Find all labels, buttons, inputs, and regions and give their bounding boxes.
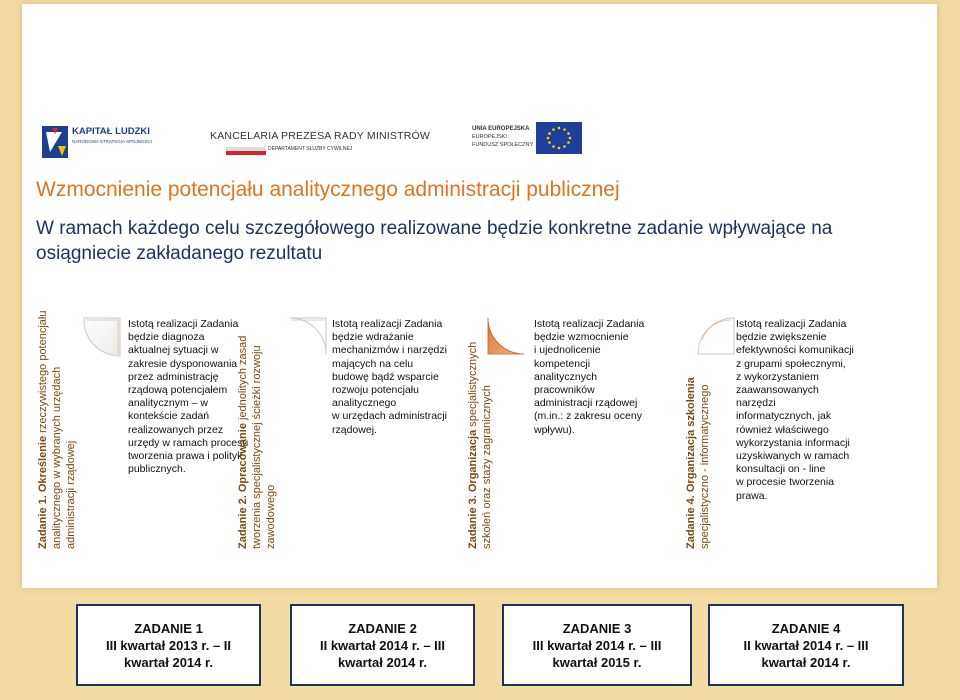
task-1-label-rest: rzeczywistego potencjału analitycznego w wybranych urzędach administracji rządowej (37, 310, 77, 549)
polish-flag-icon (226, 147, 266, 155)
schedule-box-3 (502, 604, 692, 686)
schedule-3-period-end: kwartał 2015 r. (552, 654, 642, 670)
schedule-4-period-start: II kwartał 2014 r. – III (743, 637, 869, 653)
task-4-label (684, 309, 712, 549)
task-3-label (466, 309, 494, 549)
page-title: Wzmocnienie potencjału analitycznego administracji publicznej (36, 178, 620, 201)
schedule-box-2 (290, 604, 475, 686)
schedule-1-period-end: kwartał 2014 r. (124, 654, 213, 670)
eu-line-2: EUROPEJSKI (472, 134, 507, 140)
kprm-title: KANCELARIA PREZESA RADY MINISTRÓW (210, 130, 430, 142)
task-2-description: Istotą realizacji Zadania będzie wdrażanie mechanizmów i narzędzi mających na celu budowę bądź wsparcie rozwoju potencjału analitycznego w urzędach administracji rządowej. (332, 318, 447, 436)
schedule-4-title: ZADANIE 4 (771, 620, 841, 636)
kapital-ludzki-subtitle: NARODOWA STRATEGIA SPÓJNOŚCI (72, 139, 153, 144)
eu-line-3: FUNDUSZ SPOŁECZNY (472, 142, 534, 148)
task-4-description: Istotą realizacji Zadania będzie zwiększenie efektywności komunikacji z grupami społecznymi, z wykorzystaniem zaawansowanych narzędzi informatycznych, jak również właściwego wykorzystania informacji uzyskiwanych w ramach konsultacji on - line w procesie tworzenia prawa. (736, 318, 854, 502)
kapital-ludzki-title: KAPITAŁ LUDZKI (72, 126, 150, 137)
task-2-label (236, 309, 278, 549)
schedule-2-period-start: II kwartał 2014 r. – III (319, 637, 446, 653)
kapital-ludzki-emblem-icon (38, 122, 70, 160)
page-subtitle: W ramach każdego celu szczegółowego realizowane będzie konkretne zadanie wpływające na osiągniecie zakładanego rezultatu (36, 218, 833, 264)
task-3-label-rest: specjalistycznych szkoleń oraz staży zagranicznych (467, 341, 493, 549)
eu-logo (470, 118, 583, 158)
kprm-logo (208, 126, 430, 166)
eu-line-1: UNIA EUROPEJSKA (472, 126, 530, 132)
schedule-box-1 (76, 604, 261, 686)
task-3-label-head: Zadanie 3. Organizacja (467, 429, 479, 549)
schedule-box-4 (708, 604, 904, 686)
task-2 (237, 310, 472, 555)
task-3 (467, 310, 688, 555)
schedule-3-period-start: III kwartał 2014 r. – III (532, 637, 662, 653)
task-4 (685, 310, 906, 555)
eu-flag-icon (536, 122, 582, 154)
kprm-subtitle: DEPARTAMENT SŁUŻBY CYWILNEJ (268, 146, 353, 152)
schedule-2-period-end: kwartał 2014 r. (338, 654, 427, 670)
kapital-ludzki-logo (38, 114, 158, 166)
task-4-label-head: Zadanie 4. Organizacja szkolenia (685, 377, 697, 549)
task-4-label-rest: specjalistyczno - informatycznego (699, 384, 711, 549)
schedule-2-title: ZADANIE 2 (348, 620, 417, 636)
schedule-4-period-end: kwartał 2014 r. (761, 654, 851, 670)
schedule-3-title: ZADANIE 3 (562, 620, 632, 636)
task-1-label (36, 309, 78, 549)
task-2-label-head: Zadanie 2. Opracowanie (237, 423, 249, 549)
task-3-description: Istotą realizacji Zadania będzie wzmocnienie i ujednolicenie kompetencji analitycznych pracowników administracji rządowej (m.in.: z zakresu oceny wpływu). (534, 318, 645, 436)
task-1-label-head: Zadanie 1. Określenie (37, 435, 49, 549)
task-1-description: Istotą realizacji Zadania będzie diagnoza aktualnej sytuacji w zakresie dysponowania przez administrację rządową potencjałem analitycznym – w kontekście zadań realizowanych przez urzędy w ramach procesu tworzenia prawa i polityk publicznych. (128, 318, 249, 476)
schedule-1-title: ZADANIE 1 (134, 620, 203, 636)
schedule-1-period-start: III kwartał 2013 r. – II (105, 637, 232, 653)
task-2-label-rest: jednolitych zasad tworzenia specjalistycznej ścieżki rozwoju zawodowego (237, 335, 277, 549)
